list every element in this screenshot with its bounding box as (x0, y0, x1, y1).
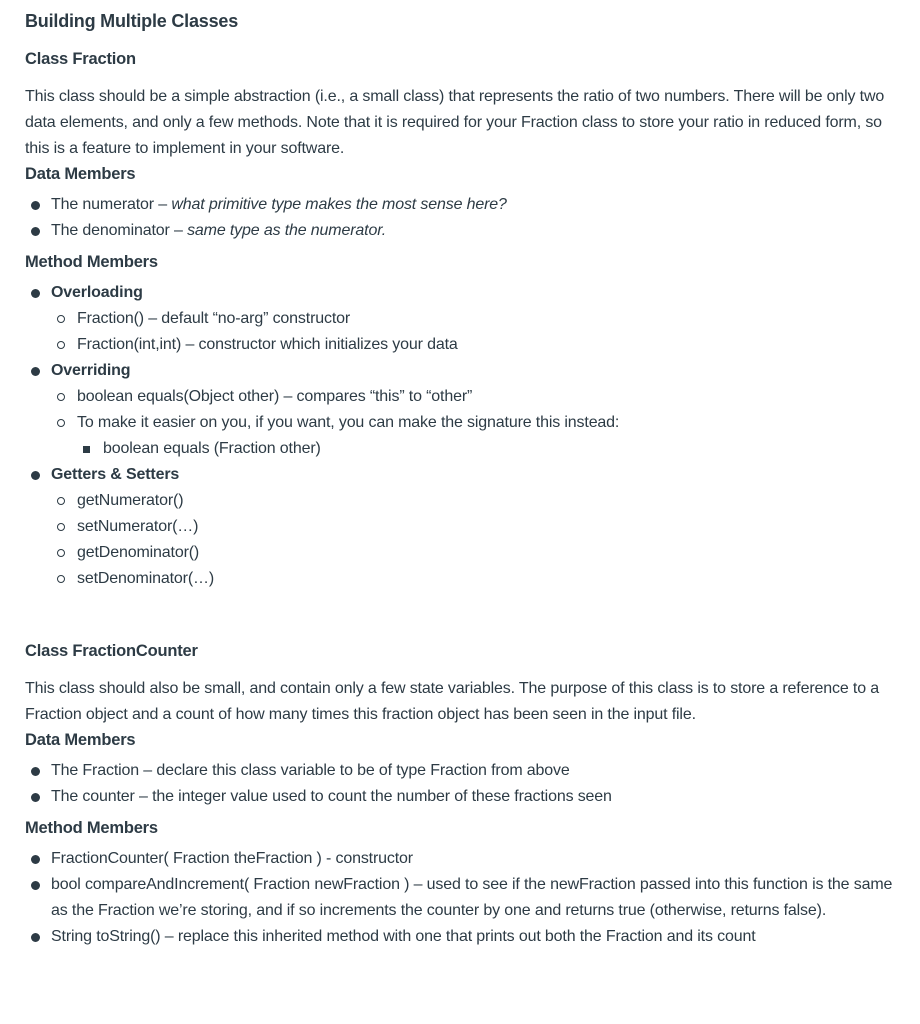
list-item (25, 462, 905, 592)
fraction-counter-data-members-list (25, 758, 905, 810)
fraction-data-members-list (25, 192, 905, 244)
document-page (25, 8, 905, 950)
fraction-counter-data-members-heading: Data Members (25, 731, 136, 749)
list-item: boolean equals (Fraction other) (77, 436, 905, 462)
data-member-numerator: The numerator – (51, 196, 172, 213)
overloading-label: Overloading (51, 284, 143, 301)
getters-setters-label: Getters & Setters (51, 466, 180, 483)
list-item (51, 410, 905, 462)
fraction-intro-paragraph: This class should be a simple abstraction (i.e., a small class) that represents the ratio of two numbers. There will be only two data elements, and only a few methods. Note that it is required for your Fraction class to store your ratio in reduced form, so this is a feature to implement in your software. (25, 88, 885, 157)
section-spacer (25, 592, 905, 639)
list-item (25, 358, 905, 462)
fraction-class-heading: Class Fraction (25, 50, 136, 68)
fraction-data-members-heading: Data Members (25, 165, 136, 183)
list-item: The counter – the integer value used to count the number of these fractions seen (25, 784, 905, 810)
list-item: String toString() – replace this inherited method with one that prints out both the Fraction and its count (25, 924, 905, 950)
data-member-denominator: The denominator – (51, 222, 188, 239)
list-item: setDenominator(…) (51, 566, 905, 592)
overriding-label: Overriding (51, 362, 131, 379)
list-item: getNumerator() (51, 488, 905, 514)
getters-setters-sublist (51, 488, 905, 592)
overriding-subsublist (77, 436, 905, 462)
fraction-method-members-list (25, 280, 905, 592)
list-item: getDenominator() (51, 540, 905, 566)
overloading-sublist (51, 306, 905, 358)
page-title: Building Multiple Classes (25, 11, 239, 31)
fraction-counter-method-members-heading: Method Members (25, 819, 158, 837)
fraction-counter-methods-list (25, 846, 905, 950)
list-item: Fraction(int,int) – constructor which initializes your data (51, 332, 905, 358)
list-item: FractionCounter( Fraction theFraction ) - constructor (25, 846, 905, 872)
list-item (25, 192, 905, 218)
list-item: bool compareAndIncrement( Fraction newFraction ) – used to see if the newFraction passed into this function is the same as the Fraction we’re storing, and if so increments the counter by one and returns true (otherwise, returns false). (25, 872, 905, 924)
overriding-signature-tip: To make it easier on you, if you want, you can make the signature this instead: (77, 414, 620, 431)
fraction-counter-class-heading: Class FractionCounter (25, 642, 198, 660)
list-item: Fraction() – default “no-arg” constructor (51, 306, 905, 332)
overriding-sublist (51, 384, 905, 462)
list-item (25, 218, 905, 244)
fraction-method-members-heading: Method Members (25, 253, 158, 271)
list-item (25, 280, 905, 358)
list-item: The Fraction – declare this class variable to be of type Fraction from above (25, 758, 905, 784)
data-member-numerator-note: what primitive type makes the most sense here? (171, 196, 507, 213)
fraction-counter-intro-paragraph: This class should also be small, and contain only a few state variables. The purpose of this class is to store a reference to a Fraction object and a count of how many times this fraction object has been seen in the input file. (25, 680, 879, 723)
list-item: setNumerator(…) (51, 514, 905, 540)
list-item: boolean equals(Object other) – compares “this” to “other” (51, 384, 905, 410)
data-member-denominator-note: same type as the numerator. (187, 222, 387, 239)
